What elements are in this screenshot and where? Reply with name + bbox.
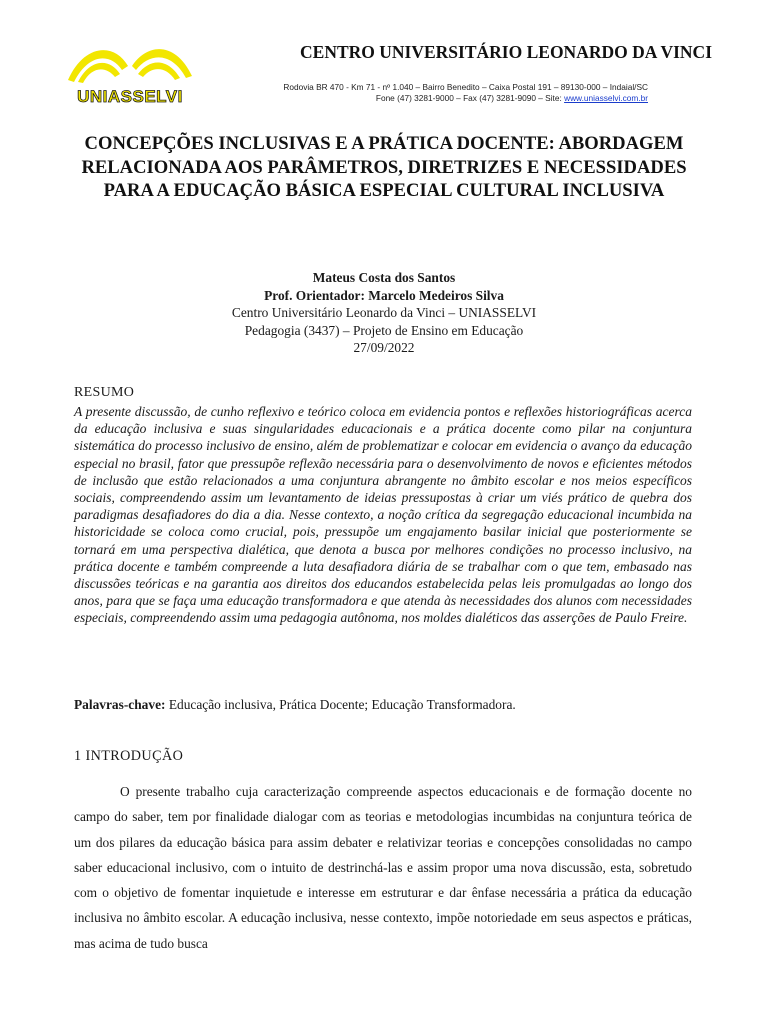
introduction-text: O presente trabalho cuja caracterização compreende aspectos educacionais e de formação docente no campo do saber, tem por finalidade dialogar com as teorias e metodologias incumbidas na conjuntura teórica de um dos pilares da educação básica para assim debater e relativizar teorias e concepções consolidadas no campo saber educacional inclusivo, com o intuito de destrinchá-las e assim propor uma nova discussão, esta, sobretudo com o objetivo de fomentar inquietude e interesse em estruturar e dar ênfase necessária a prática da educação inclusiva no âmbito escolar. A educação inclusiva, nesse contexto, impõe notoriedade em seus aspectos e práticas, mas acima de tudo busca xyxy=(74,784,692,951)
address-line: Rodovia BR 470 - Km 71 - nº 1.040 – Bairro Benedito – Caixa Postal 191 – 89130-000 – Indaial/SC xyxy=(283,82,648,92)
keywords-text: Educação inclusiva, Prática Docente; Educação Transformadora. xyxy=(165,697,516,712)
logo-wordmark: UNIASSELVI xyxy=(77,87,183,106)
author-name: Mateus Costa dos Santos xyxy=(312,270,456,285)
institution-name: CENTRO UNIVERSITÁRIO LEONARDO DA VINCI xyxy=(300,42,712,62)
author-institution: Centro Universitário Leonardo da Vinci – UNIASSELVI xyxy=(231,305,537,320)
course-name: Pedagogia (3437) – Projeto de Ensino em Educação xyxy=(244,322,524,338)
keywords xyxy=(74,697,692,713)
contact-line xyxy=(376,93,648,103)
author-block xyxy=(80,269,688,357)
abstract-text: A presente discussão, de cunho reflexivo e teórico coloca em evidencia pontos e reflexões historiográficas acerca da educação inclusiva e suas singularidades educacionais e a prática docente como pilar na conjuntura sistemática do processo inclusivo de ensino, além de problematizar e colocar em evidencia o avanço da educação especial no brasil, fator que pressupõe reflexão necessária para o desenvolvimento de novos e eficientes métodos de inclusão que estão relacionados a uma conjuntura abrangente no âmbito escolar e nos meios específicos sociais, compreendendo assim um levantamento de ideias pressupostas à criar um viés prático de quebra dos paradigmas desafiadores do dia a dia. Nesse contexto, a noção crítica da segregação educacional incumbida na historicidade se coloca como crucial, pois, pressupõe um engajamento basilar inicial que posteriormente se tornará em uma perspectiva dialética, que denota a busca por melhores condições no processo inclusivo, na prática docente e também compreende a luta desafiadora diária de se trabalhar com o que tem, embasado nas discussões teóricas e na garantia aos direitos dos educandos estabelecida pelas leis promulgadas ao longo dos anos, para que se faça uma educação transformadora e que atenda às necessidades dos alunos com necessidades especiais, compreendendo assim uma pedagogia autônoma, nos moldes dialéticos das asserções de Paulo Freire. xyxy=(74,404,692,626)
keywords-label: Palavras-chave: xyxy=(74,697,166,712)
phone-text: Fone (47) 3281-9000 – Fax (47) 3281-9090 – Site: xyxy=(375,93,565,103)
introduction-heading: 1 INTRODUÇÃO xyxy=(74,748,184,764)
abstract-heading: RESUMO xyxy=(74,385,135,400)
site-link[interactable]: www.uniasselvi.com.br xyxy=(564,93,648,103)
logo-arc-right-inner xyxy=(138,62,180,80)
advisor-name: Prof. Orientador: Marcelo Medeiros Silva xyxy=(264,287,504,303)
document-title: CONCEPÇÕES INCLUSIVAS E A PRÁTICA DOCENTE: ABORDAGEM RELACIONADA AOS PARÂMETROS, DIRETRIZES E NECESSIDADES PARA A EDUCAÇÃO BÁSICA ESPECIAL CULTURAL INCLUSIVA xyxy=(81,133,687,201)
document-date: 27/09/2022 xyxy=(353,340,415,355)
